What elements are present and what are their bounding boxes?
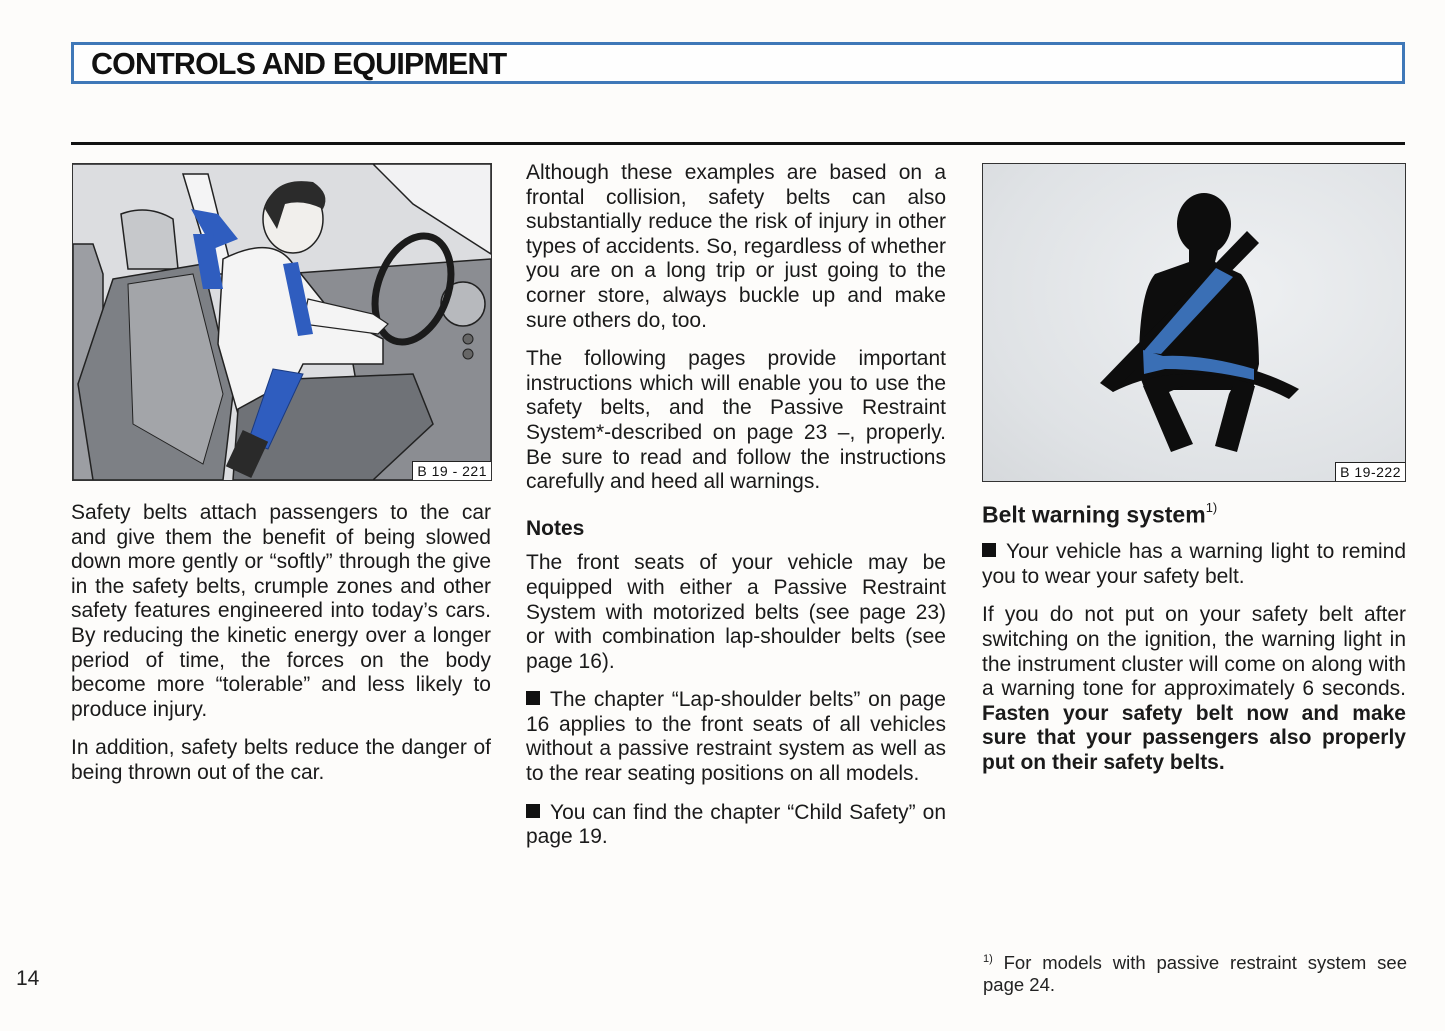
figure-label: B 19-222: [1335, 462, 1406, 482]
paragraph: Although these examples are based on a frontal collision, safety belts can also substantially reduce the risk of injury in other types of accidents. So, regardless of whether you are on a long trip or just going to the corner store, always buckle up and make sure others do, too.: [526, 161, 946, 332]
paragraph: In addition, safety belts reduce the danger of being thrown out of the car.: [71, 736, 491, 784]
page-number: 14: [16, 967, 40, 990]
column-2: [526, 161, 946, 864]
footnote: [983, 948, 1407, 996]
notes-bullet-item: [526, 801, 946, 850]
bullet-text: You can find the chapter “Child Safety” on page 19.: [526, 800, 946, 849]
square-bullet-icon: [526, 691, 540, 705]
warning-bullet-item: [982, 540, 1406, 589]
footnote-marker: 1): [983, 953, 993, 965]
footnote-marker: 1): [1205, 500, 1218, 515]
column-3: [982, 498, 1406, 790]
footnote-text: For models with passive restraint system see page 24.: [983, 952, 1407, 996]
paragraph-text: If you do not put on your safety belt after switching on the ignition, the warning light in the instrument cluster will come on along with a warning tone for approximately 6 seconds.: [982, 603, 1406, 701]
bullet-text: Your vehicle has a warning light to remind you to wear your safety belt.: [982, 540, 1406, 588]
section-title: CONTROLS AND EQUIPMENT: [91, 46, 507, 81]
bullet-text: The chapter “Lap-shoulder belts” on page 16 applies to the front seats of all vehicles without a passive restraint system as well as to the rear seating positions on all models.: [526, 688, 946, 786]
warning-paragraph: [982, 603, 1406, 775]
section-header: [71, 42, 1405, 84]
driver-belt-illustration-icon: [73, 164, 491, 480]
notes-bullet-item: [526, 688, 946, 786]
belt-warning-heading: [982, 498, 1406, 527]
figure-label: B 19 - 221: [412, 461, 492, 481]
square-bullet-icon: [982, 543, 996, 557]
belt-warning-illustration: [982, 163, 1406, 482]
paragraph: The following pages provide important instructions which will enable you to use the safety belts, and the Passive Restraint System*-described on page 23 –, properly. Be sure to read and follow the instructions carefully and heed all warnings.: [526, 347, 946, 494]
emphasis-text: Fasten your safety belt now and make sure that your passengers also properly put on their safety belts.: [982, 701, 1406, 774]
divider-rule: [71, 142, 1405, 145]
driver-illustration: [72, 163, 492, 481]
heading-text: Belt warning system: [982, 501, 1206, 528]
column-1: [71, 501, 491, 800]
paragraph: Safety belts attach passengers to the car and give them the benefit of being slowed down more gently or “softly” through the give in the safety belts, crumple zones and other safety features engineered into today’s cars. By reducing the kinetic energy over a longer period of time, the forces on the body become more “tolerable” and less likely to produce injury.: [71, 501, 491, 721]
seatbelt-warning-icon: [983, 164, 1405, 481]
notes-heading: Notes: [526, 516, 585, 540]
notes-intro: The front seats of your vehicle may be equipped with either a Passive Restraint System with motorized belts (see page 23) or with combination lap-shoulder belts (see page 16).: [526, 551, 946, 673]
square-bullet-icon: [526, 804, 540, 818]
